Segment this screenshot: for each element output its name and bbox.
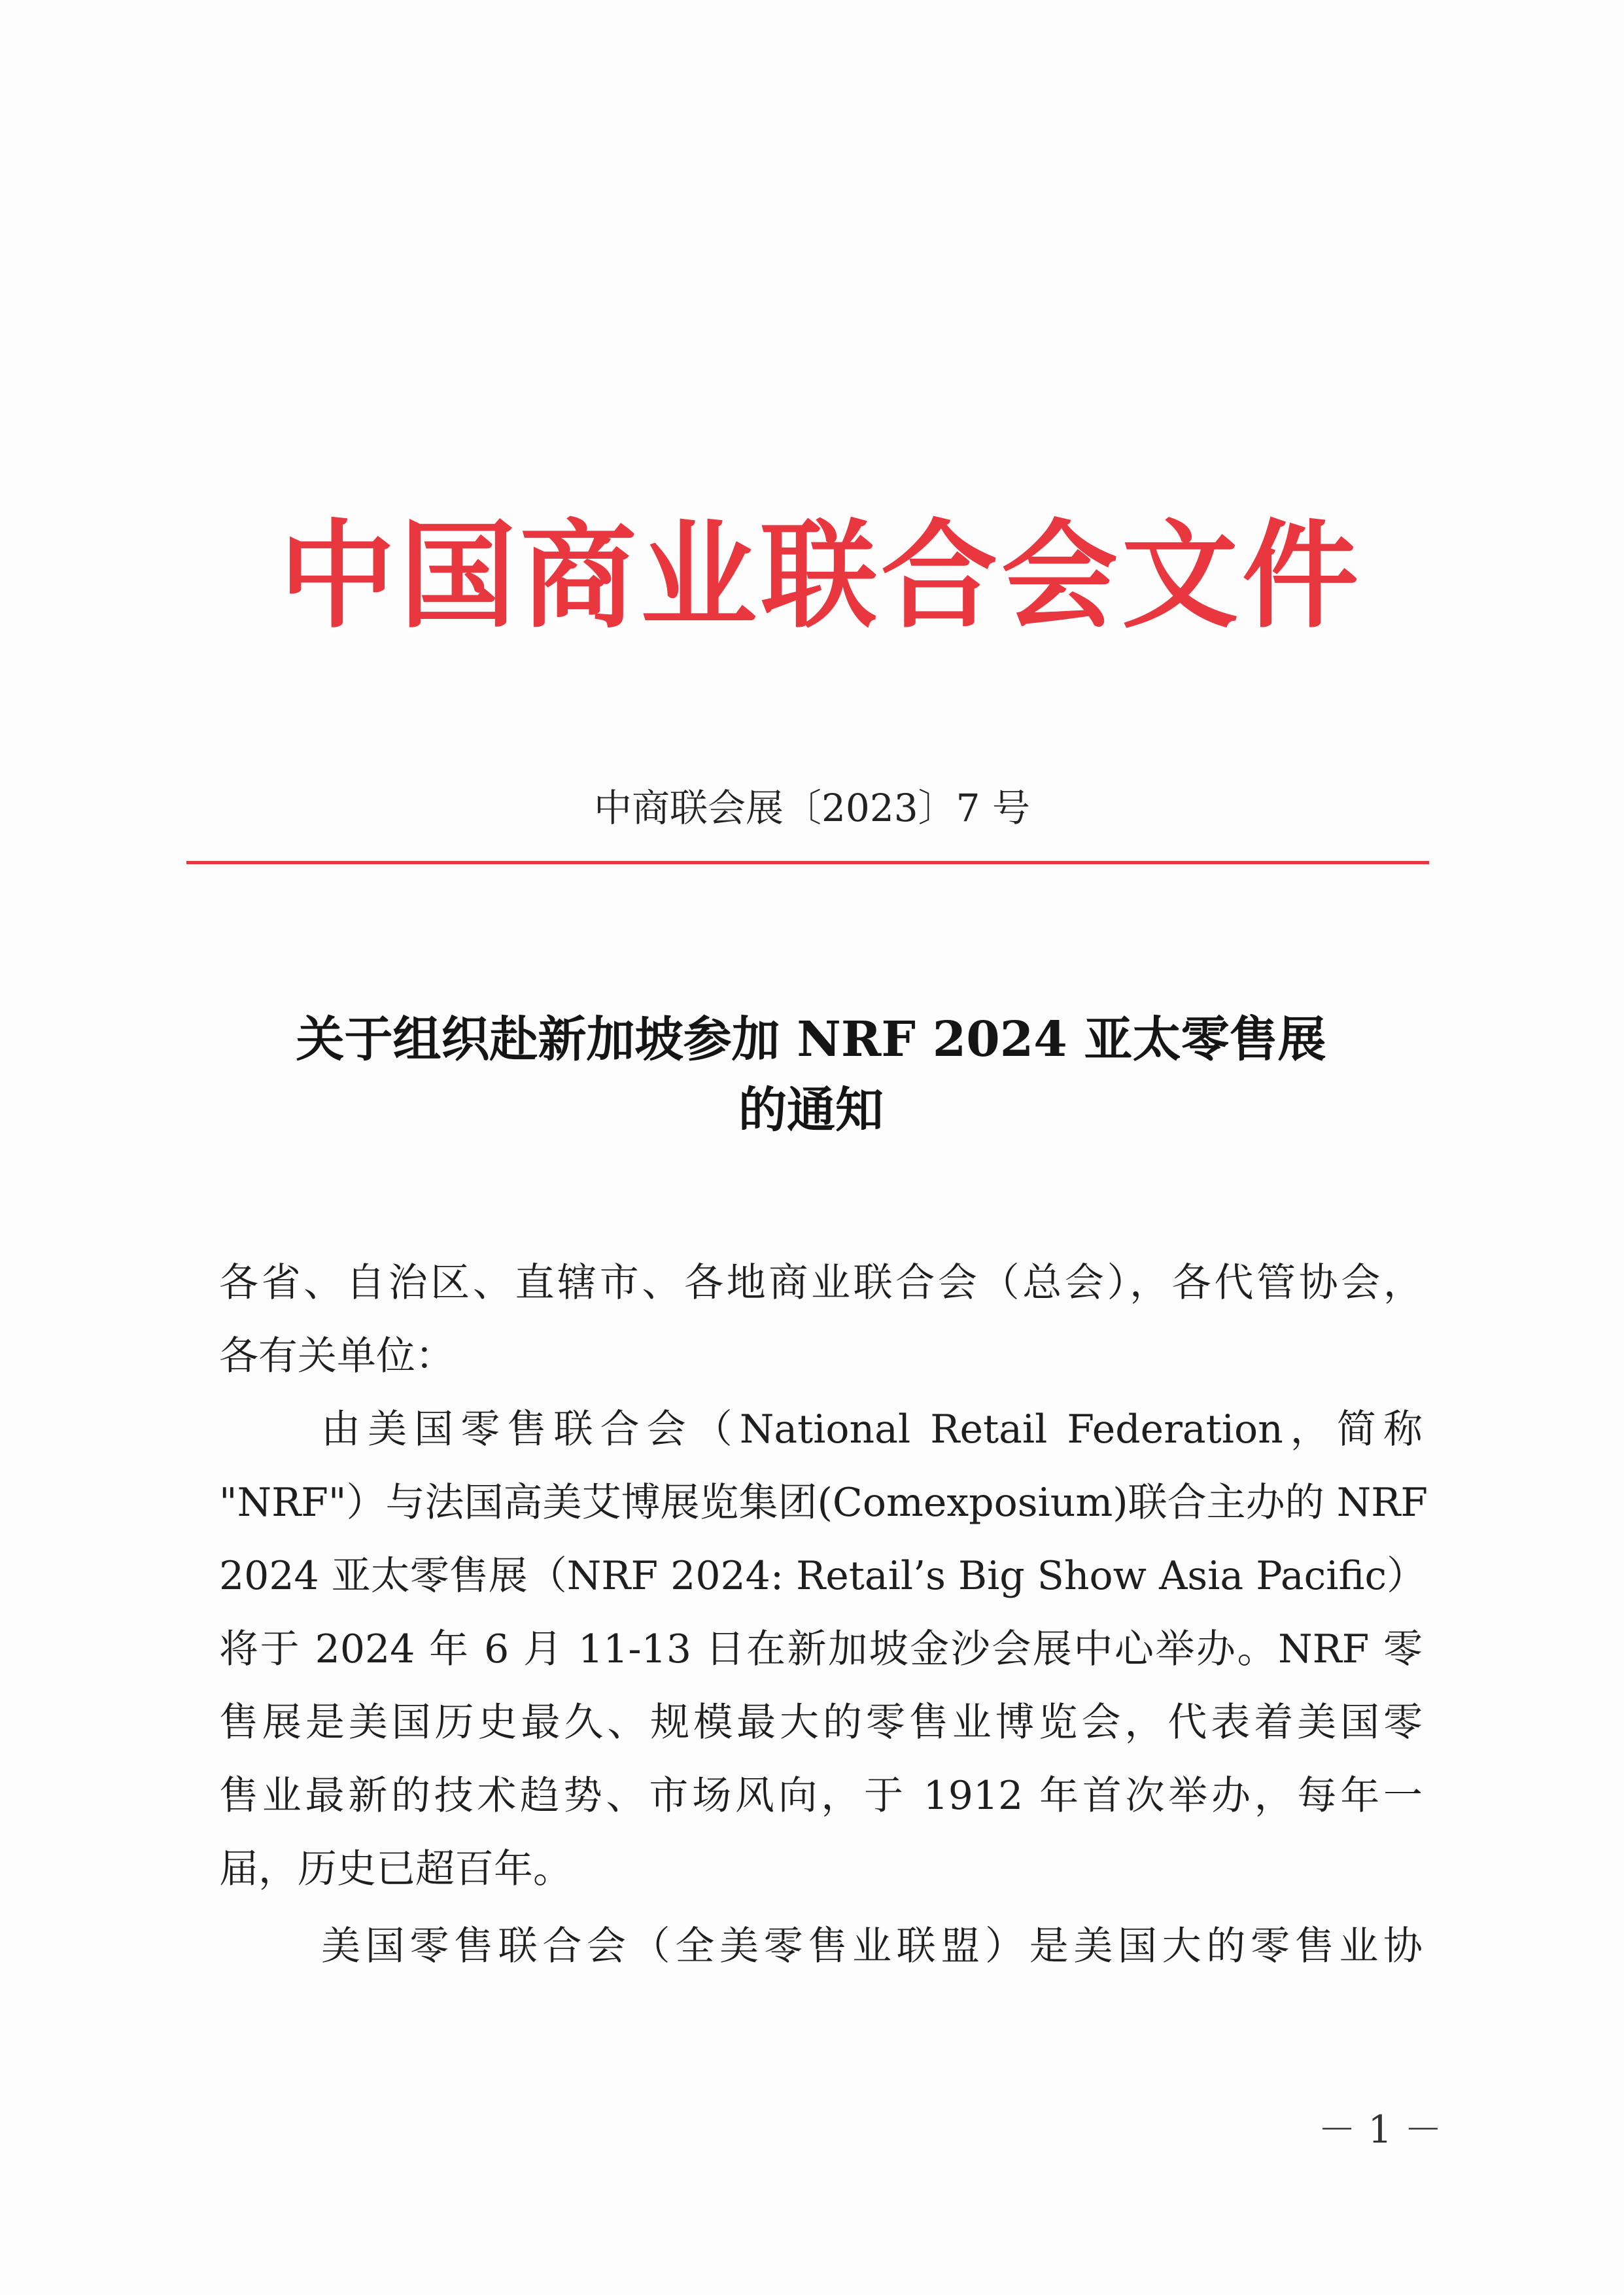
body-line: 售展是美国历史最久、规模最大的零售业博览会，代表着美国零	[219, 1700, 1423, 1745]
issuer-header-title: 中国商业联合会文件	[279, 507, 1362, 644]
notice-title-line: 的通知	[738, 1082, 884, 1138]
notice-body	[219, 1246, 1428, 1983]
page-number: － 1 －	[1318, 2107, 1442, 2152]
notice-title-line: 关于组织赴新加坡参加 NRF 2024 亚太零售展	[296, 1011, 1326, 1068]
salutation-line: 各有关单位：	[219, 1333, 455, 1379]
document-number: 中商联会展〔2023〕7 号	[594, 786, 1030, 830]
body-line: 将于 2024 年 6 月 11-13 日在新加坡金沙会展中心举办。NRF 零	[219, 1626, 1423, 1672]
notice-title	[196, 1004, 1426, 1146]
body-line: 届，历史已超百年。	[219, 1846, 572, 1892]
body-line: 售业最新的技术趋势、市场风向，于 1912 年首次举办，每年一	[219, 1773, 1423, 1819]
body-line: 2024 亚太零售展（NRF 2024: Retail’s Big Show Asia Pacific）	[219, 1553, 1426, 1599]
body-line: "NRF"）与法国高美艾博展览集团(Comexposium)联合主办的 NRF	[219, 1480, 1428, 1526]
red-separator-rule	[186, 861, 1429, 864]
salutation-line: 各省、自治区、直辖市、各地商业联合会（总会），各代管协会，	[219, 1260, 1423, 1306]
body-line: 由美国零售联合会（National Retail Federation，简称	[321, 1407, 1423, 1452]
body-line: 美国零售联合会（全美零售业联盟）是美国大的零售业协	[321, 1923, 1423, 1969]
